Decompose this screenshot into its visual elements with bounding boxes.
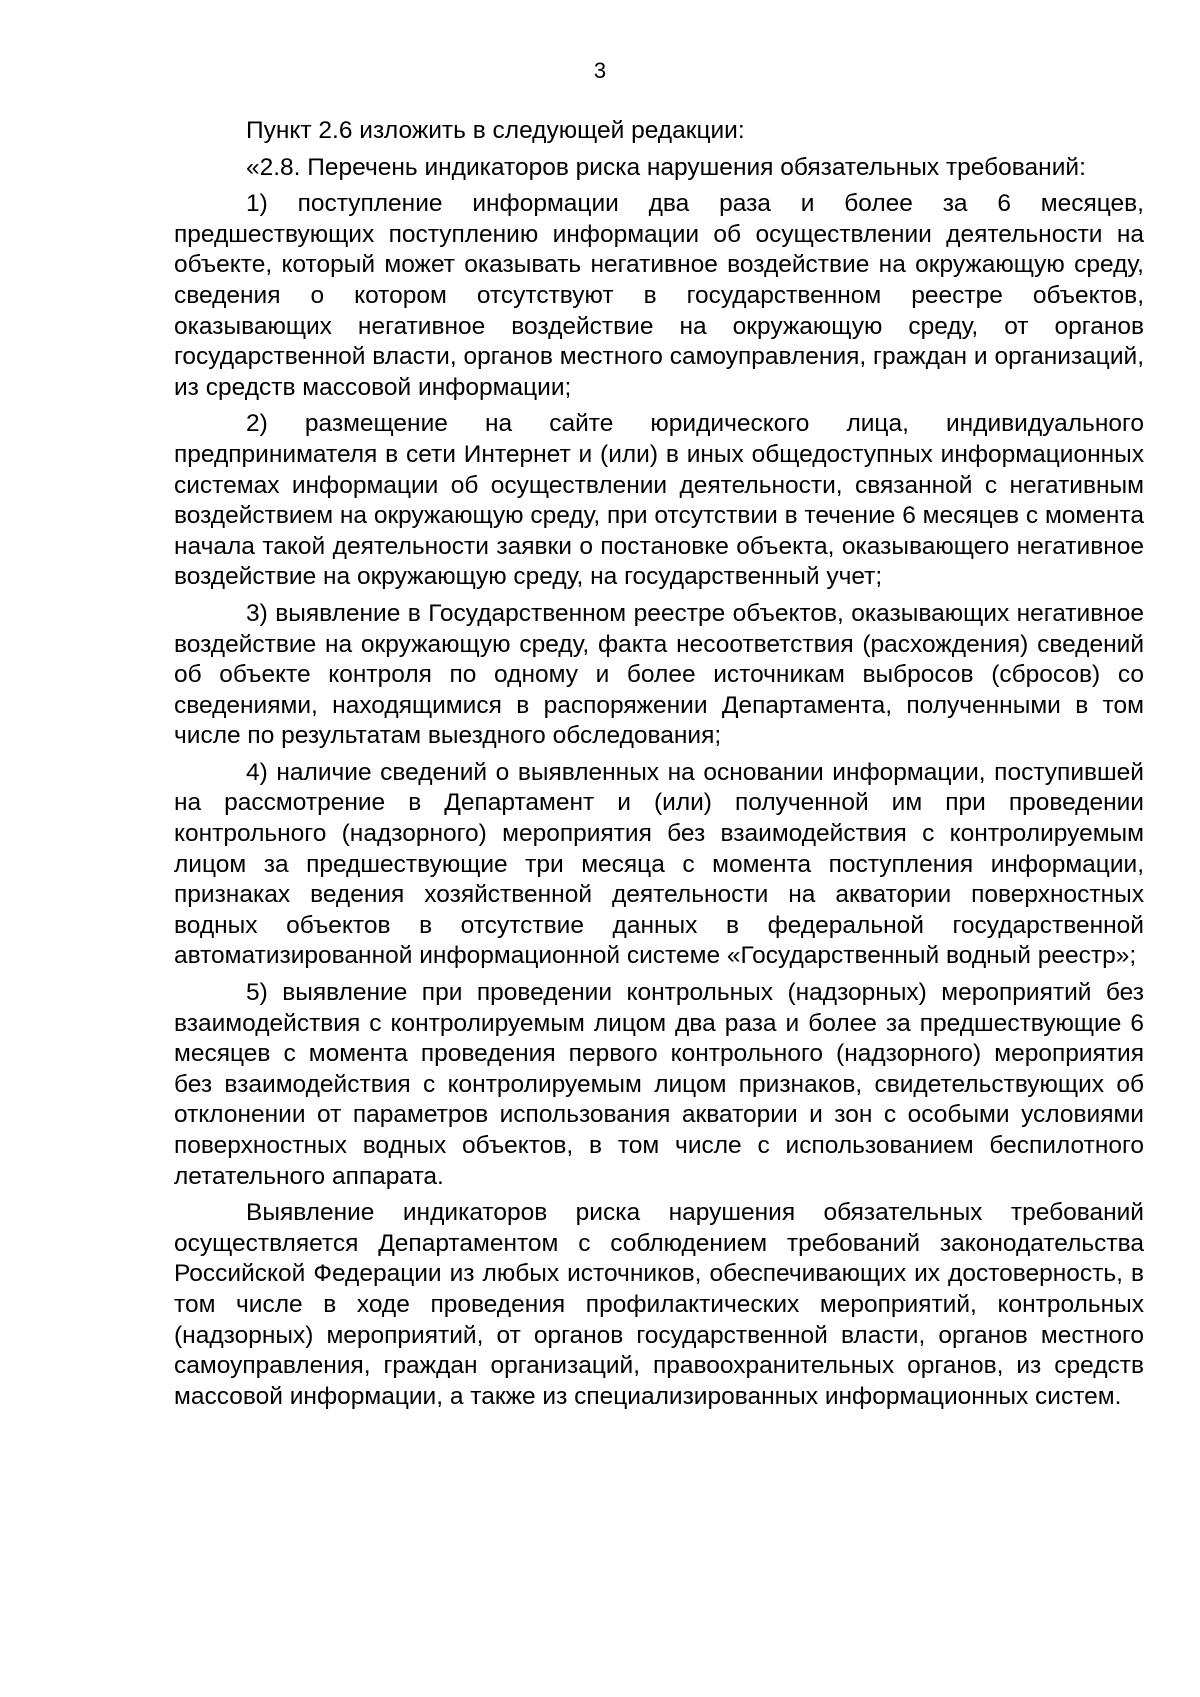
list-item-4: 4) наличие сведений о выявленных на основании информации, поступившей на рассмотрение в Департамент и (или) полученной им при проведении контрольного (надзорного) мероприятия без взаимодействия с контролируемым лицом за предшествующие три месяца с момента поступления информации, признаках ведения хозяйственной деятельности на акватории поверхностных водных объектов в отсутствие данных в федеральной государственной автоматизированной информационной системе «Государственный водный реестр»; <box>174 758 1144 970</box>
list-item-3: 3) выявление в Государственном реестре объектов, оказывающих негативное воздействие на окружающую среду, факта несоответствия (расхождения) сведений об объекте контроля по одному и более источникам выбросов (сбросов) со сведениями, находящимися в распоряжении Департамента, полученными в том числе по результатам выездного обследования; <box>174 599 1144 750</box>
list-item-2: 2) размещение на сайте юридического лица, индивидуального предпринимателя в сети Интернет и (или) в иных общедоступных информационных системах информации об осуществлении деятельности, связанной с негативным воздействием на окружающую среду, при отсутствии в течение 6 месяцев с момента начала такой деятельности заявки о постановке объекта, оказывающего негативное воздействие на окружающую среду, на государственный учет; <box>174 410 1144 591</box>
document-body <box>174 116 1144 1418</box>
page-number: 3 <box>593 58 607 83</box>
list-item-5: 5) выявление при проведении контрольных (надзорных) мероприятий без взаимодействия с контролируемым лицом два раза и более за предшествующие 6 месяцев с момента проведения первого контрольного (надзорного) мероприятия без взаимодействия с контролируемым лицом признаков, свидетельствующих об отклонении от параметров использования акватории и зон с особыми условиями поверхностных водных объектов, в том числе с использованием беспилотного летательного аппарата. <box>174 979 1144 1190</box>
section-heading: «2.8. Перечень индикаторов риска нарушения обязательных требований: <box>246 153 1086 181</box>
closing-paragraph: Выявление индикаторов риска нарушения обязательных требований осуществляется Департаментом с соблюдением требований законодательства Российской Федерации из любых источников, обеспечивающих их достоверность, в том числе в ходе проведения профилактических мероприятий, контрольных (надзорных) мероприятий, от органов государственной власти, органов местного самоуправления, граждан организаций, правоохранительных органов, из средств массовой информации, а также из специализированных информационных систем. <box>174 1199 1144 1410</box>
list-item-1: 1) поступление информации два раза и более за 6 месяцев, предшествующих поступлению информации об осуществлении деятельности на объекте, который может оказывать негативное воздействие на окружающую среду, сведения о котором отсутствуют в государственном реестре объектов, оказывающих негативное воздействие на окружающую среду, от органов государственной власти, органов местного самоуправления, граждан и организаций, из средств массовой информации; <box>174 190 1144 401</box>
intro-paragraph: Пункт 2.6 изложить в следующей редакции: <box>246 117 745 144</box>
